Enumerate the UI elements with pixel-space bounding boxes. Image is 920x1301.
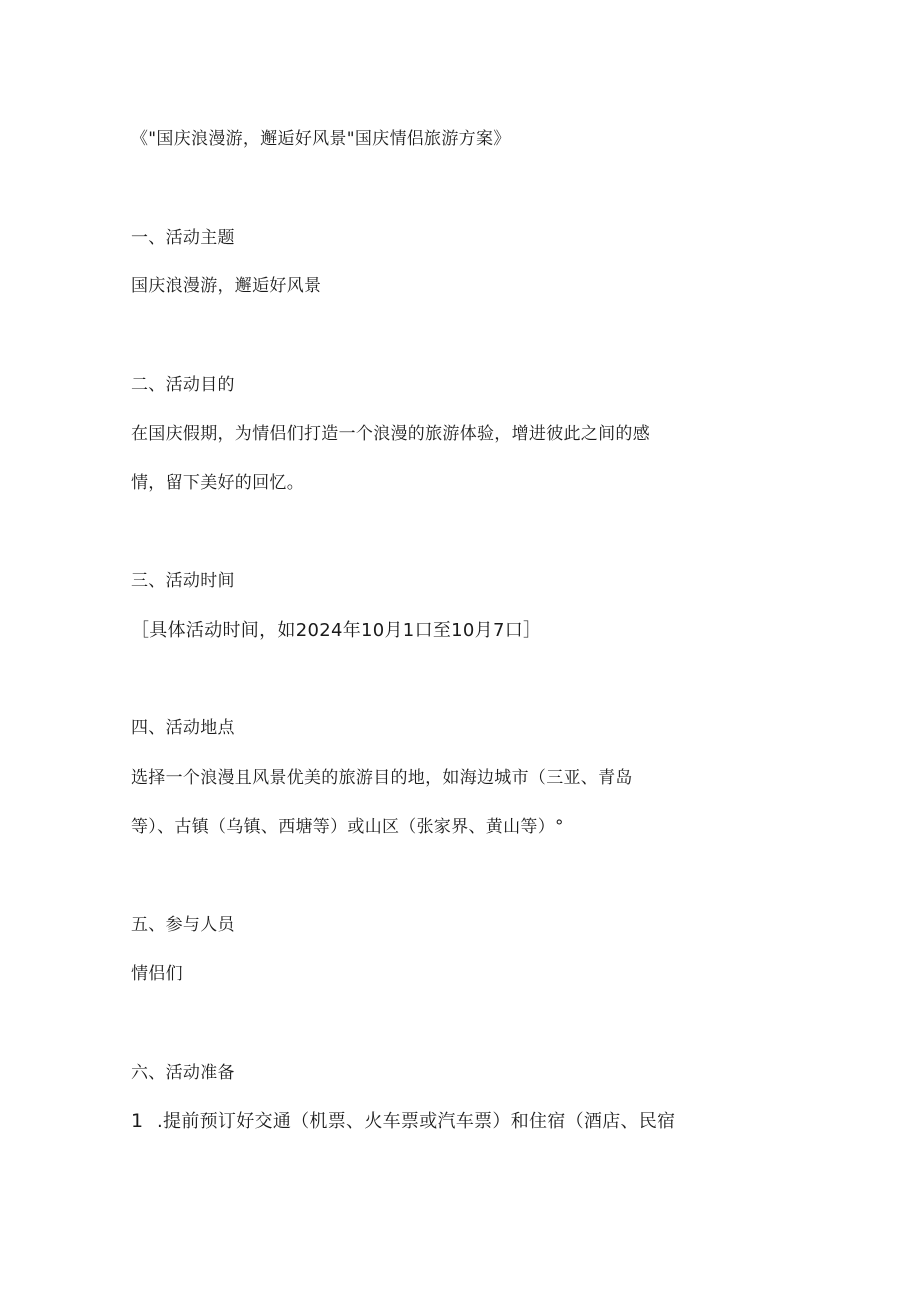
list-item-number: 1 <box>131 1110 144 1132</box>
section-text-location-line-2: 等）、古镇（乌镇、西塘等）或山区（张家界、黄山等）° <box>131 817 564 837</box>
section-heading-time: 三、活动时间 <box>131 571 235 591</box>
section-text-purpose-line-2: 情，留下美好的回忆。 <box>131 473 304 493</box>
section-text-location-line-1: 选择一个浪漫且风景优美的旅游目的地，如海边城市（三亚、青岛 <box>131 768 633 788</box>
section-heading-participants: 五、参与人员 <box>131 915 235 935</box>
section-text-participants: 情侣们 <box>131 964 183 984</box>
section-heading-preparation: 六、活动准备 <box>131 1063 235 1083</box>
section-text-theme: 国庆浪漫游，邂逅好风景 <box>131 276 322 296</box>
section-heading-purpose: 二、活动目的 <box>131 375 235 395</box>
list-item-text: .提前预订好交通（机票、火车票或汽车票）和住宿（酒店、民宿 <box>157 1111 676 1132</box>
section-list-item-preparation-1 <box>131 1110 675 1133</box>
section-text-time: ［具体活动时间，如2024年10月1口至10月7口］ <box>131 620 542 641</box>
section-heading-location: 四、活动地点 <box>131 718 235 738</box>
document-title: 《"国庆浪漫游，邂逅好风景"国庆情侣旅游方案》 <box>131 129 511 149</box>
section-heading-theme: 一、活动主题 <box>131 228 235 248</box>
section-text-purpose-line-1: 在国庆假期，为情侣们打造一个浪漫的旅游体验，增进彼此之间的感 <box>131 424 650 444</box>
